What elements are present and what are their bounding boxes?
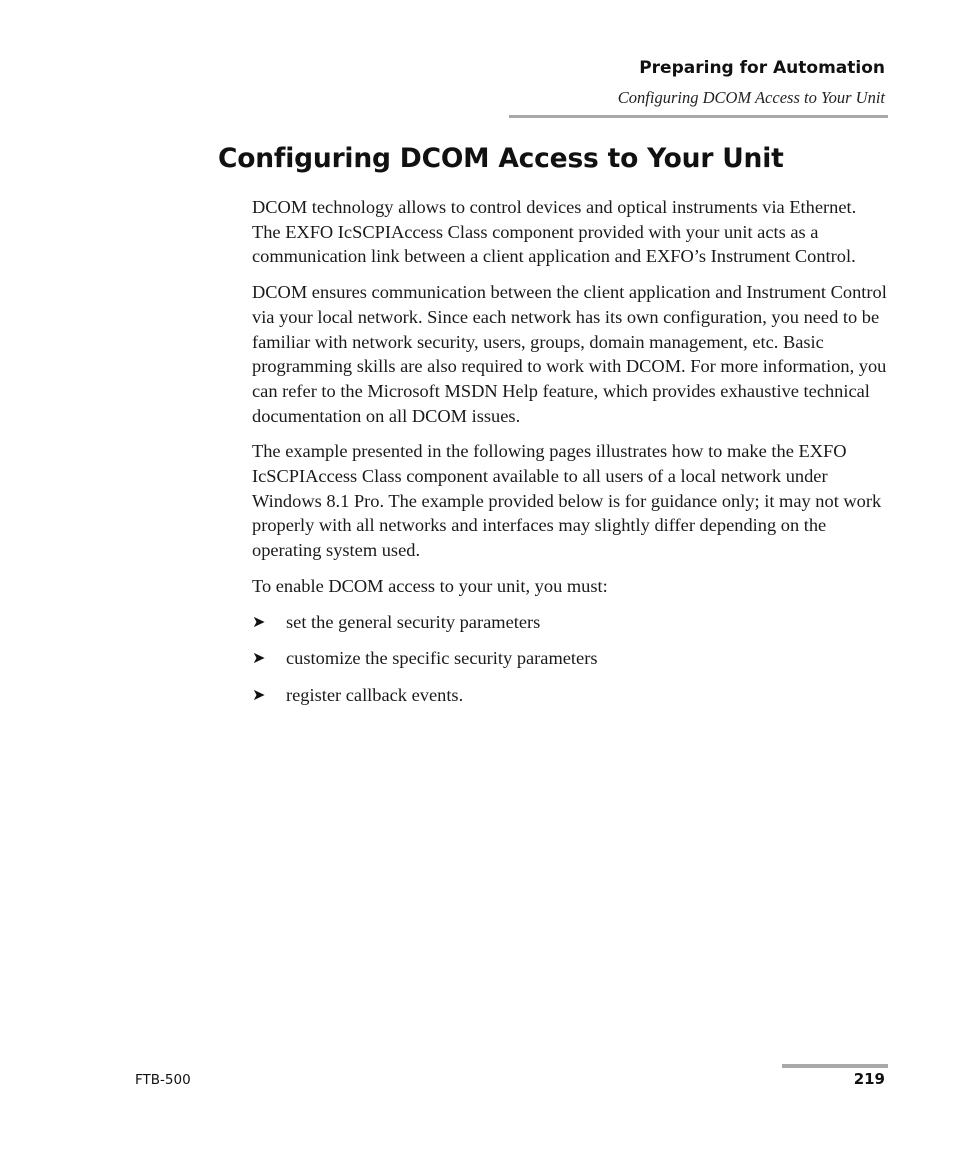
steps-list: [252, 610, 888, 708]
page-number: 219: [853, 1070, 885, 1088]
arrow-bullet-icon: ➤: [252, 684, 266, 704]
arrow-bullet-icon: ➤: [252, 648, 266, 668]
list-item: [252, 683, 888, 708]
list-item: [252, 610, 888, 635]
list-item-text: register callback events.: [286, 684, 464, 705]
list-item-text: set the general security parameters: [286, 611, 541, 632]
paragraph-dcom-network: DCOM ensures communication between the client application and Instrument Control via your local network. Since each network has its own configuration, you need to be familiar with network security, users, groups, domain management, etc. Basic programming skills are also required to work with DCOM. For more information, you can refer to the Microsoft MSDN Help feature, which provides exhaustive technical documentation on all DCOM issues.: [252, 282, 887, 426]
footer-product: FTB-500: [135, 1072, 191, 1088]
list-item: [252, 646, 888, 671]
list-item-text: customize the specific security parameters: [286, 648, 598, 669]
running-header-chapter: Preparing for Automation: [639, 58, 885, 78]
page-title: Configuring DCOM Access to Your Unit: [218, 143, 784, 174]
paragraph-steps-intro: To enable DCOM access to your unit, you must:: [252, 575, 608, 596]
arrow-bullet-icon: ➤: [252, 611, 266, 631]
paragraph-example: The example presented in the following pages illustrates how to make the EXFO IcSCPIAccess Class component available to all users of a local network under Windows 8.1 Pro. The example provided below is for guidance only; it may not work properly with all networks and interfaces may slightly differ depending on the operating system used.: [252, 441, 882, 561]
running-header-section: Configuring DCOM Access to Your Unit: [617, 88, 885, 107]
body-text: [252, 195, 888, 720]
header-divider: [509, 115, 888, 118]
paragraph-dcom-intro: DCOM technology allows to control devices and optical instruments via Ethernet. The EXFO IcSCPIAccess Class component provided with your unit acts as a communication link between a client application and EXFO’s Instrument Control.: [252, 197, 857, 267]
footer-divider: [782, 1064, 888, 1068]
